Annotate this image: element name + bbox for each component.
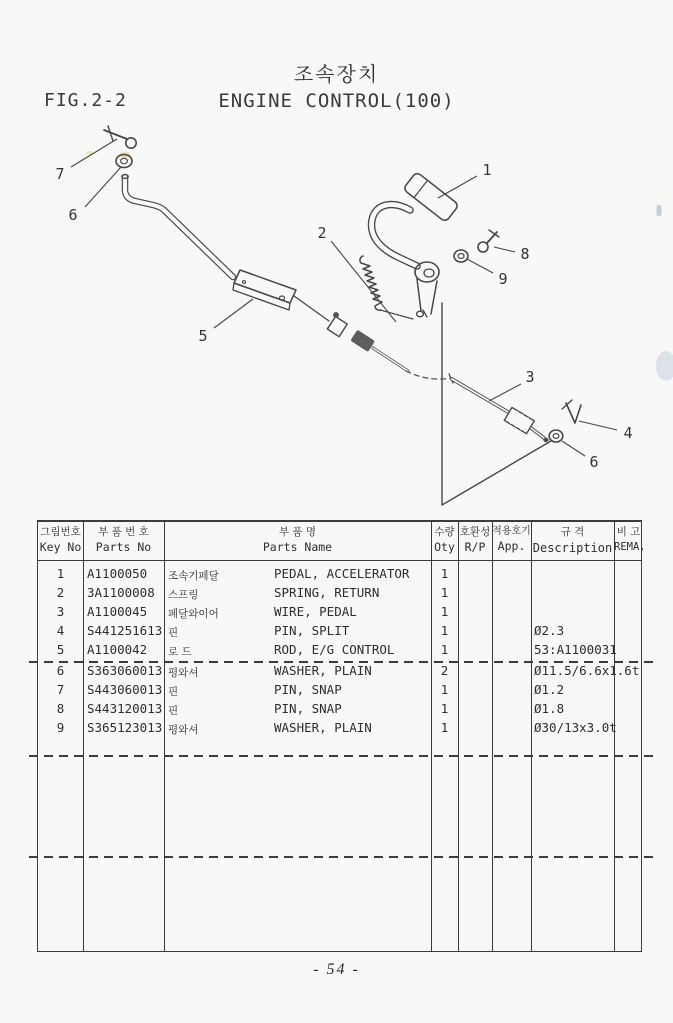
table-row (38, 663, 641, 680)
cell-key-no: 6 (56, 663, 65, 678)
split-pin-4-drawing (562, 400, 581, 423)
washer-9-drawing (454, 250, 468, 262)
cell-key-no: 7 (56, 682, 65, 697)
col-header-name-en: Parts Name (262, 539, 333, 554)
wire-drawing (294, 296, 452, 379)
callout-number: 2 (317, 224, 327, 242)
callout-number: 5 (198, 327, 208, 345)
cell-part-no: S363060013 (87, 663, 163, 678)
col-header-rp-en: R/P (464, 539, 486, 554)
table-row (38, 585, 641, 602)
cell-description: Ø2.3 (534, 623, 565, 638)
cell-name-korean: 핀 (168, 705, 179, 717)
cell-name-english: PIN, SPLIT (274, 623, 350, 638)
table-row (38, 701, 641, 718)
bracket-drawing (233, 270, 296, 310)
cell-qty: 1 (440, 604, 449, 619)
figure-number-label: FIG.2-2 (44, 90, 127, 111)
dashed-separator (29, 856, 653, 858)
col-header-rema (614, 522, 646, 560)
leader-line (71, 139, 117, 167)
leader-line (489, 384, 521, 401)
leader-line (214, 299, 253, 328)
leader-line (467, 259, 493, 273)
cell-part-no: S365123013 (87, 720, 163, 735)
cell-name-korean: 핀 (168, 627, 179, 639)
callout-number: 1 (482, 161, 492, 179)
cell-description: 53:A1100031 (534, 642, 617, 657)
col-header-partno-en: Parts No (95, 539, 152, 554)
col-header-rp-ko: 호환성 (459, 526, 491, 538)
leader-line (579, 421, 617, 430)
cell-qty: 1 (440, 682, 449, 697)
col-header-qty (431, 522, 458, 560)
leader-line (562, 441, 585, 456)
col-header-rp (458, 522, 492, 560)
cell-key-no: 9 (56, 720, 65, 735)
cell-part-no: S443120013 (87, 701, 163, 716)
snap-pin-8-drawing (478, 230, 499, 252)
cell-key-no: 8 (56, 701, 65, 716)
cell-name-korean: 조속기페달 (168, 570, 219, 582)
scan-artifacts (86, 151, 673, 381)
cell-name-english: WASHER, PLAIN (274, 663, 372, 678)
cell-part-no: A1100045 (87, 604, 148, 619)
col-header-partno-ko: 부 품 번 호 (98, 526, 149, 538)
cell-name-english: ROD, E/G CONTROL (274, 642, 395, 657)
col-header-rema-en: REMA. (614, 540, 646, 553)
col-header-qty-ko: 수량 (434, 526, 455, 538)
cell-key-no: 3 (56, 604, 65, 619)
cell-qty: 1 (440, 720, 449, 735)
cell-name-english: WASHER, PLAIN (274, 720, 372, 735)
cell-qty: 1 (440, 701, 449, 716)
cell-description: Ø11.5/6.6x1.6t (534, 663, 640, 678)
col-header-app-en: App. (497, 539, 526, 553)
callout-number: 3 (525, 368, 535, 386)
dashed-separator (29, 661, 653, 663)
cell-name-korean: 페달와이어 (168, 608, 219, 620)
table-row (38, 720, 641, 737)
col-header-desc-en: Description (532, 540, 613, 555)
table-row (38, 604, 641, 621)
washer-6-bottom-drawing (549, 430, 563, 442)
cell-qty: 1 (440, 642, 449, 657)
page-title-korean: 조속장치 (293, 62, 380, 86)
col-header-rema-ko: 비 고 (616, 526, 641, 538)
callout-number: 9 (498, 270, 508, 288)
cell-name-korean: 핀 (168, 686, 179, 698)
callout-number: 6 (68, 206, 78, 224)
col-header-desc (531, 522, 614, 560)
cell-qty: 2 (440, 663, 449, 678)
dashed-separator (29, 755, 653, 757)
parts-table (37, 520, 646, 952)
page-number: - 54 - (313, 961, 360, 978)
col-header-name (164, 522, 431, 560)
cell-name-english: PIN, SNAP (274, 682, 342, 697)
cell-key-no: 4 (56, 623, 65, 638)
cell-key-no: 2 (56, 585, 65, 600)
cell-description: Ø1.2 (534, 682, 565, 697)
callout-number: 4 (623, 424, 633, 442)
cell-name-korean: 로 드 (168, 646, 192, 658)
callout-number: 6 (589, 453, 599, 471)
table-row (38, 623, 641, 640)
rod-drawing (122, 175, 233, 277)
col-header-key (38, 522, 83, 560)
cell-name-korean: 평와셔 (168, 667, 199, 679)
cell-name-english: WIRE, PEDAL (274, 604, 357, 619)
table-row (38, 566, 641, 583)
callout-number: 8 (520, 245, 530, 263)
leader-line (494, 247, 515, 252)
cell-qty: 1 (440, 623, 449, 638)
cell-qty: 1 (440, 566, 449, 581)
col-header-key-ko: 그림번호 (40, 526, 81, 538)
leader-line (438, 176, 477, 198)
cell-name-korean: 평와셔 (168, 724, 199, 736)
cell-description: Ø30/13x3.0t (534, 720, 617, 735)
header-separator (38, 560, 641, 561)
col-header-key-en: Key No (39, 539, 82, 554)
snap-pin-7-drawing (104, 126, 136, 148)
cell-part-no: S441251613 (87, 623, 163, 638)
col-header-app-ko: 적용호기 (492, 526, 531, 537)
col-header-name-ko: 부 품 명 (278, 526, 317, 538)
cell-part-no: S443060013 (87, 682, 163, 697)
cell-part-no: 3A1100008 (87, 585, 155, 600)
page-title-english: ENGINE CONTROL(100) (218, 90, 455, 112)
col-header-qty-en: Oty (434, 539, 455, 554)
cell-key-no: 5 (56, 642, 65, 657)
cell-part-no: A1100050 (87, 566, 148, 581)
cell-description: Ø1.8 (534, 701, 565, 716)
callout-layer (55, 139, 632, 471)
col-header-app (492, 522, 531, 560)
cell-part-no: A1100042 (87, 642, 148, 657)
cell-name-english: PIN, SNAP (274, 701, 342, 716)
col-header-partno (83, 522, 164, 560)
cell-name-english: PEDAL, ACCELERATOR (274, 566, 410, 581)
col-header-desc-ko: 규 격 (560, 526, 585, 538)
callout-number: 7 (55, 165, 65, 183)
cell-name-english: SPRING, RETURN (274, 585, 380, 600)
cell-key-no: 1 (56, 566, 65, 581)
leader-line (85, 167, 121, 207)
table-row (38, 682, 641, 699)
cell-name-korean: 스프링 (168, 589, 199, 601)
cell-qty: 1 (440, 585, 449, 600)
table-row (38, 642, 641, 659)
